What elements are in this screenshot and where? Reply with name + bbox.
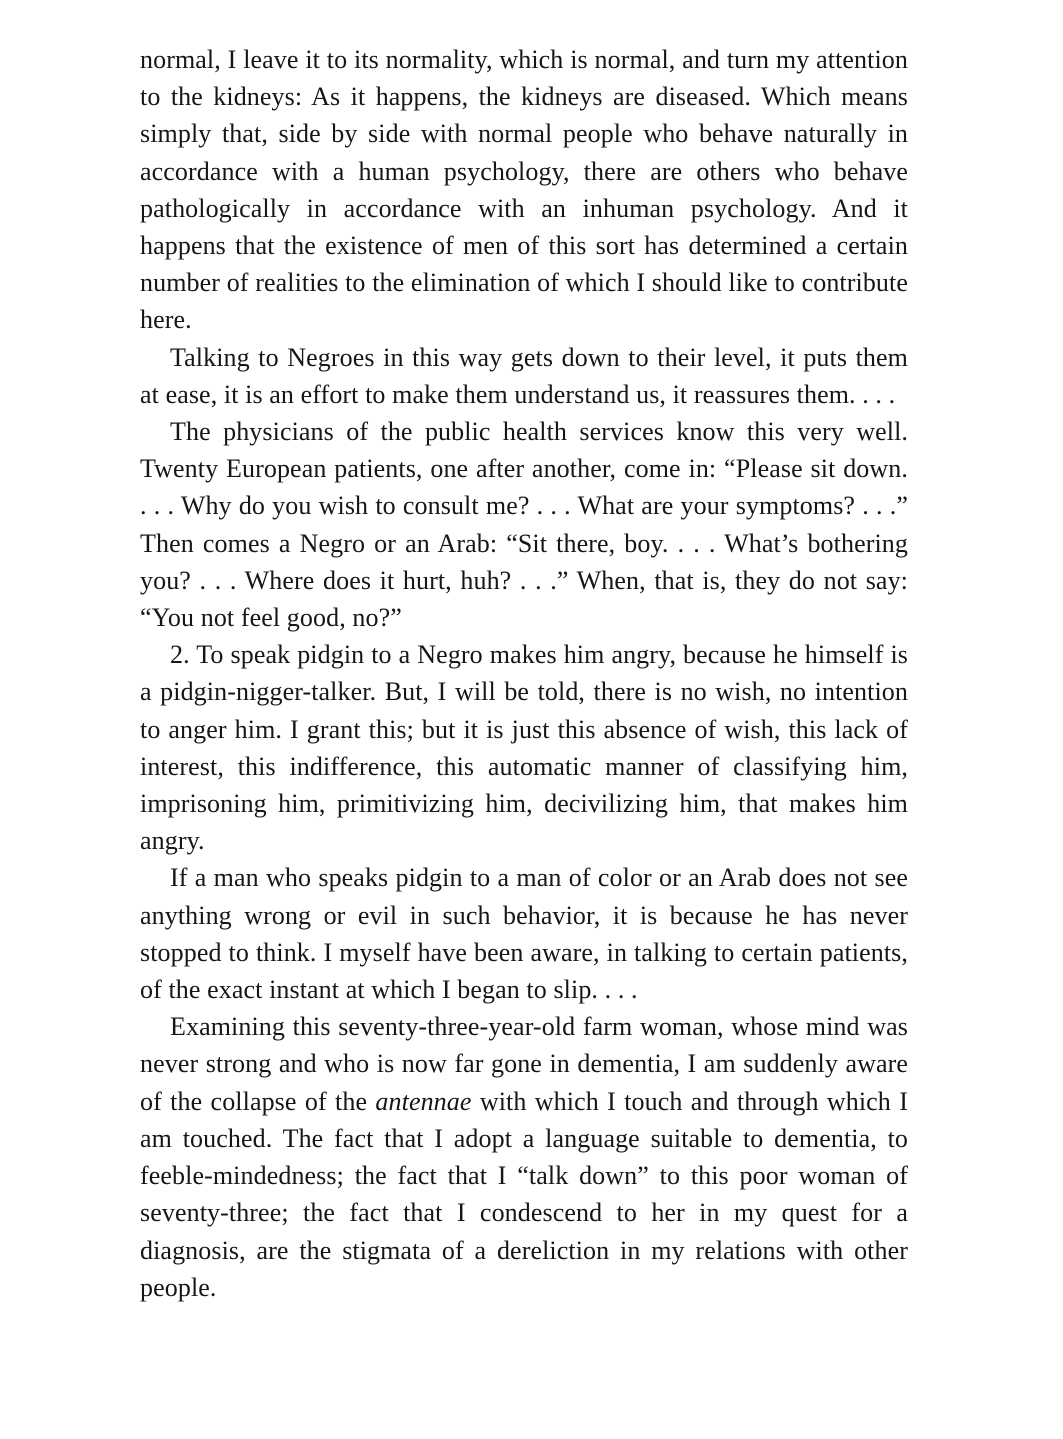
paragraph: 2. To speak pidgin to a Negro makes him angry, because he himself is a pidgin-nigger-talker. But, I will be told, there is no wish, no intention to anger him. I grant this; but it is just this absence of wish, this lack of interest, this indifference, this automatic manner of classifying him, imprisoning him, primitivizing him, decivilizing him, that makes him angry. xyxy=(140,640,908,856)
paragraph: The physicians of the public health services know this very well. Twenty European patients, one after another, come in: “Please sit down. . . . Why do you wish to consult me? . . . What are your symptoms? . . .” Then comes a Negro or an Arab: “Sit there, boy. . . . What’s bothering you? . . . Where does it hurt, huh? . . .” When, that is, they do not say: “You not feel good, no?” xyxy=(140,417,908,633)
paragraph-text-segment: Examining this seventy-three-year-old farm woman, whose mind was never strong and who is now far gone in dementia, I am suddenly aware of the collapse of the xyxy=(140,1012,908,1116)
paragraph: Talking to Negroes in this way gets down to their level, it puts them at ease, it is an effort to make them understand us, it reassures them. . . . xyxy=(140,342,908,409)
paragraph-continuation: normal, I leave it to its normality, which is normal, and turn my attention to the kidneys: As it happens, the kidneys are diseased. Which means simply that, side by side with normal people who behave naturally in accordance with a human psychology, there are others who behave pathologically in accordance with an inhuman psychology. And it happens that the existence of men of this sort has determined a certain number of realities to the elimination of which I should like to contribute here. xyxy=(140,45,908,335)
paragraph-text-segment: with which I touch and through which I am touched. The fact that I adopt a language suitable to dementia, to feeble-mindedness; the fact that I “talk down” to this poor woman of seventy-three; the fact that I condescend to her in my quest for a diagnosis, are the stigmata of a dereliction in my relations with other people. xyxy=(140,1086,908,1302)
italic-term: antennae xyxy=(375,1086,472,1116)
paragraph: If a man who speaks pidgin to a man of color or an Arab does not see anything wrong or evil in such behavior, it is because he has never stopped to think. I myself have been aware, in talking to certain patients, of the exact instant at which I began to slip. . . . xyxy=(140,863,908,1005)
paragraph xyxy=(140,1008,908,1306)
page-text-block xyxy=(140,41,908,1306)
